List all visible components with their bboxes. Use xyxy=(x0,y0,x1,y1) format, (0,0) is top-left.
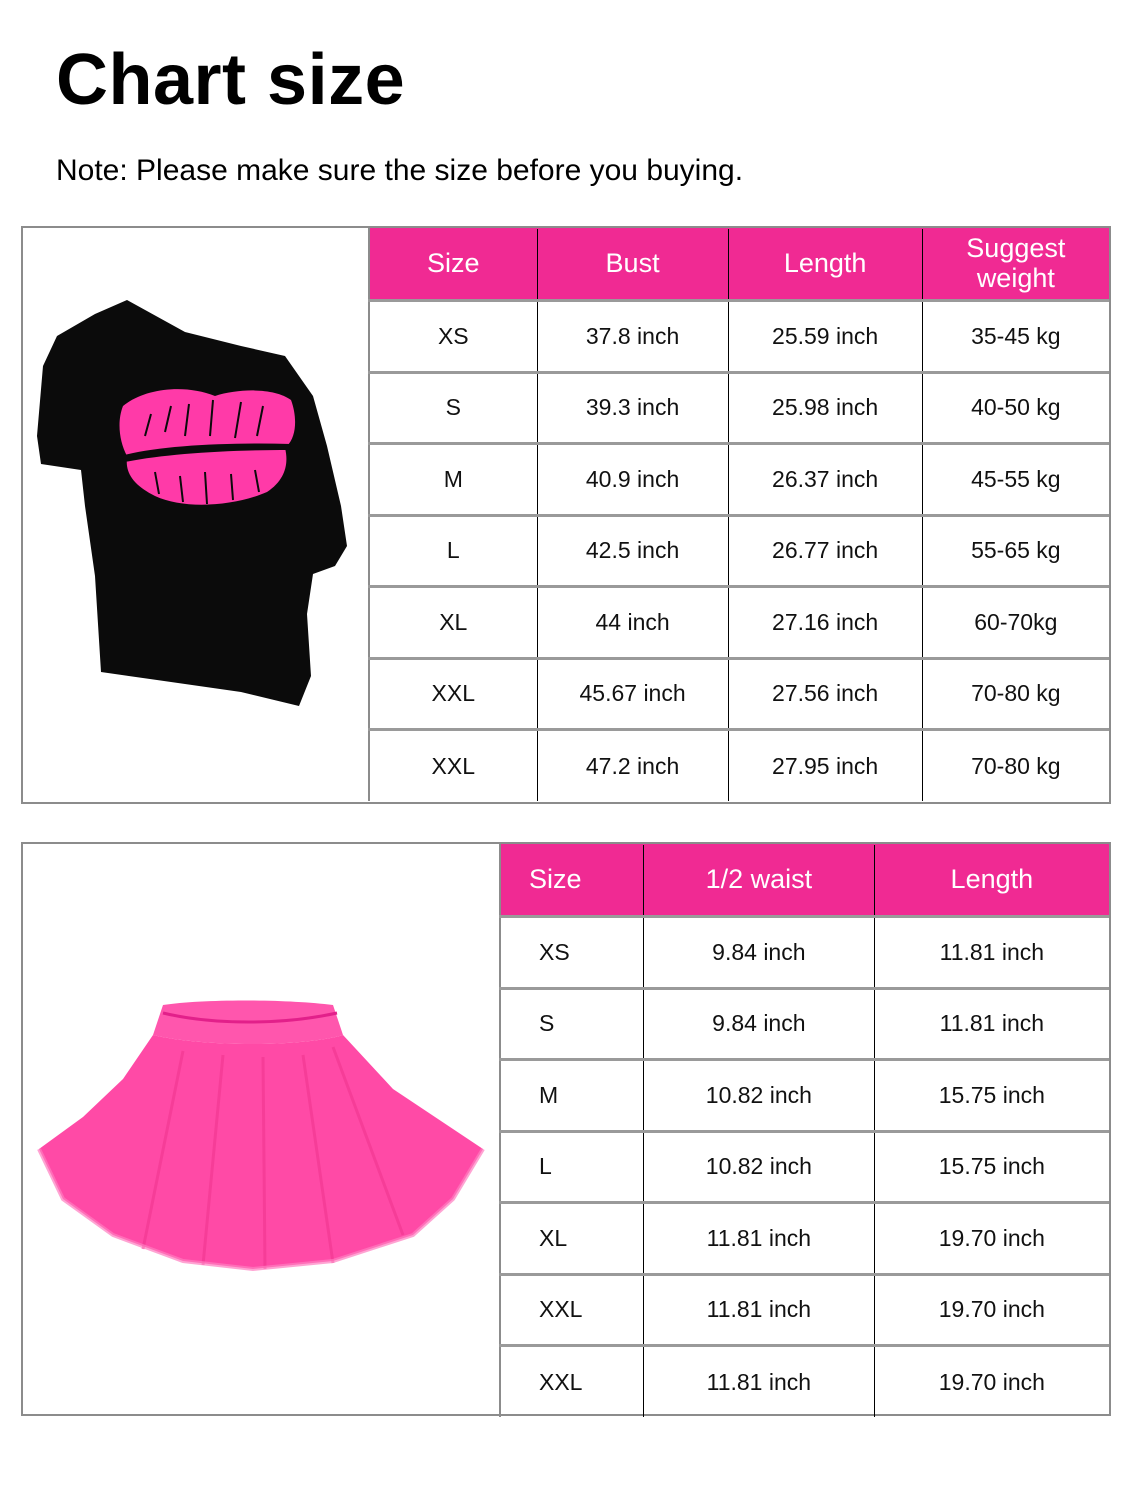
col-header-half-waist: 1/2 waist xyxy=(644,845,875,917)
cell-half-waist: 9.84 inch xyxy=(644,917,875,989)
table-row xyxy=(500,1203,1109,1275)
table-row xyxy=(500,1131,1109,1203)
cell-size: S xyxy=(500,988,644,1060)
cell-length: 11.81 inch xyxy=(874,988,1109,1060)
cell-half-waist: 10.82 inch xyxy=(644,1060,875,1132)
cell-half-waist: 9.84 inch xyxy=(644,988,875,1060)
cell-length: 25.59 inch xyxy=(728,301,922,373)
cell-weight: 60-70kg xyxy=(922,587,1109,659)
tutu-size-table xyxy=(499,844,1109,1417)
col-header-length: Length xyxy=(728,229,922,301)
page-title: Chart size xyxy=(56,40,406,120)
cell-length: 19.70 inch xyxy=(874,1203,1109,1275)
cell-size: M xyxy=(500,1060,644,1132)
shirt-size-panel xyxy=(21,226,1111,804)
cell-length: 19.70 inch xyxy=(874,1274,1109,1346)
cell-size: XXL xyxy=(369,730,537,802)
cell-length: 27.95 inch xyxy=(728,730,922,802)
table-header-row xyxy=(500,845,1109,917)
cell-size: XS xyxy=(500,917,644,989)
cell-half-waist: 11.81 inch xyxy=(644,1203,875,1275)
col-header-length: Length xyxy=(874,845,1109,917)
cell-bust: 42.5 inch xyxy=(537,515,728,587)
cell-size: L xyxy=(500,1131,644,1203)
shirt-image-cell xyxy=(23,228,368,802)
cell-weight: 40-50 kg xyxy=(922,372,1109,444)
cell-length: 26.37 inch xyxy=(728,444,922,516)
shirt-size-table xyxy=(368,228,1109,801)
table-row xyxy=(500,1060,1109,1132)
cell-bust: 45.67 inch xyxy=(537,658,728,730)
cell-size: XXL xyxy=(369,658,537,730)
table-row xyxy=(369,658,1109,730)
cell-bust: 47.2 inch xyxy=(537,730,728,802)
cell-length: 19.70 inch xyxy=(874,1346,1109,1418)
cell-size: XS xyxy=(369,301,537,373)
table-row xyxy=(500,917,1109,989)
cell-weight: 55-65 kg xyxy=(922,515,1109,587)
cell-half-waist: 10.82 inch xyxy=(644,1131,875,1203)
cell-weight: 45-55 kg xyxy=(922,444,1109,516)
table-row xyxy=(369,515,1109,587)
tutu-image-cell xyxy=(23,844,499,1414)
cell-half-waist: 11.81 inch xyxy=(644,1274,875,1346)
cell-size: XXL xyxy=(500,1346,644,1418)
cell-size: M xyxy=(369,444,537,516)
col-header-suggest-weight: Suggest weight xyxy=(922,229,1109,301)
lips-print-icon xyxy=(120,389,296,505)
cell-length: 27.56 inch xyxy=(728,658,922,730)
tutu-size-panel xyxy=(21,842,1111,1416)
cell-length: 27.16 inch xyxy=(728,587,922,659)
cell-weight: 35-45 kg xyxy=(922,301,1109,373)
table-row xyxy=(500,1346,1109,1418)
cell-length: 25.98 inch xyxy=(728,372,922,444)
table-row xyxy=(500,1274,1109,1346)
cell-bust: 37.8 inch xyxy=(537,301,728,373)
table-row xyxy=(369,372,1109,444)
shirt-product-image xyxy=(35,296,357,716)
tutu-product-image xyxy=(33,999,493,1299)
table-row xyxy=(369,587,1109,659)
cell-size: XXL xyxy=(500,1274,644,1346)
table-row xyxy=(369,444,1109,516)
cell-size: S xyxy=(369,372,537,444)
cell-size: XL xyxy=(500,1203,644,1275)
cell-size: L xyxy=(369,515,537,587)
col-header-size: Size xyxy=(369,229,537,301)
cell-bust: 44 inch xyxy=(537,587,728,659)
table-row xyxy=(500,988,1109,1060)
cell-weight: 70-80 kg xyxy=(922,730,1109,802)
table-row xyxy=(369,301,1109,373)
size-note: Note: Please make sure the size before you buying. xyxy=(56,154,744,187)
cell-length: 11.81 inch xyxy=(874,917,1109,989)
cell-weight: 70-80 kg xyxy=(922,658,1109,730)
cell-bust: 39.3 inch xyxy=(537,372,728,444)
cell-bust: 40.9 inch xyxy=(537,444,728,516)
table-row xyxy=(369,730,1109,802)
cell-length: 26.77 inch xyxy=(728,515,922,587)
col-header-size: Size xyxy=(500,845,644,917)
cell-length: 15.75 inch xyxy=(874,1060,1109,1132)
table-header-row xyxy=(369,229,1109,301)
cell-length: 15.75 inch xyxy=(874,1131,1109,1203)
cell-size: XL xyxy=(369,587,537,659)
cell-half-waist: 11.81 inch xyxy=(644,1346,875,1418)
col-header-bust: Bust xyxy=(537,229,728,301)
